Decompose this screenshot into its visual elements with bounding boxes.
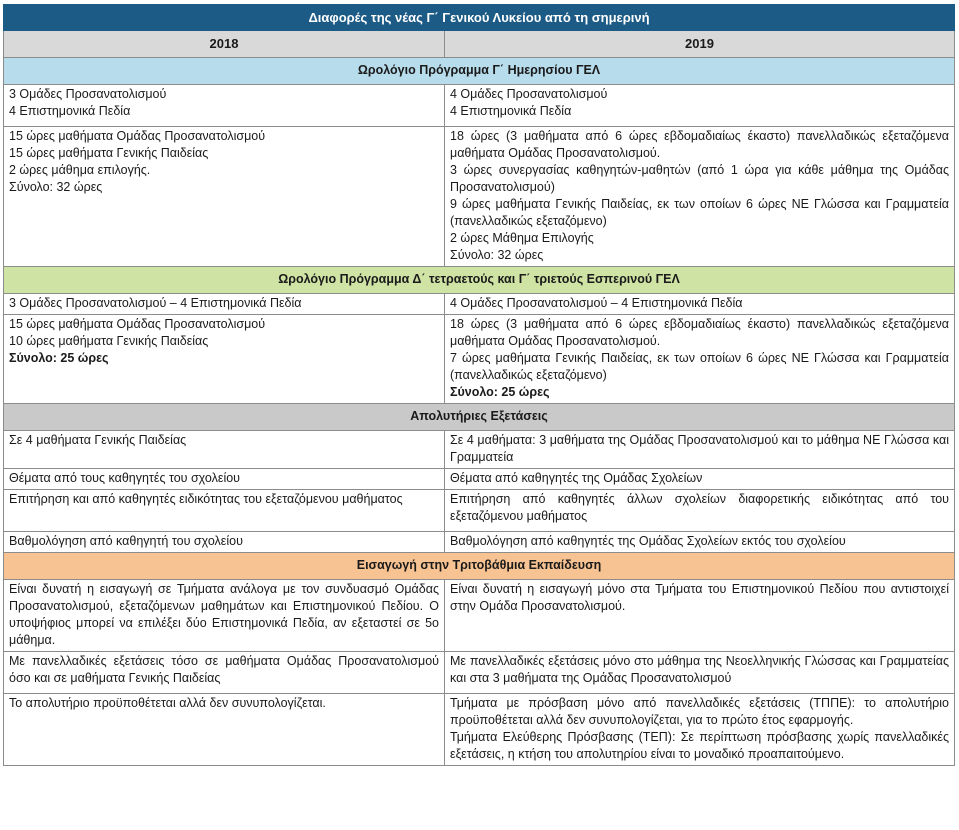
year-2018-header: 2018 — [4, 31, 445, 58]
table-row — [4, 469, 955, 490]
section-title: Ωρολόγιο Πρόγραμμα Γ΄ Ημερησίου ΓΕΛ — [4, 58, 955, 85]
section-title: Εισαγωγή στην Τριτοβάθμια Εκπαίδευση — [4, 553, 955, 580]
cell-line: 3 Ομάδες Προσανατολισμού — [9, 87, 167, 101]
cell-line: Σύνολο: 32 ώρες — [9, 180, 103, 194]
table-row — [4, 490, 955, 532]
cell-2019: Βαθμολόγηση από καθηγητές της Ομάδας Σχολείων εκτός του σχολείου — [445, 532, 955, 553]
comparison-table — [3, 4, 955, 766]
table-row — [4, 85, 955, 127]
cell-2019 — [445, 694, 955, 766]
cell-2018: Το απολυτήριο προϋποθέτεται αλλά δεν συνυπολογίζεται. — [4, 694, 445, 766]
cell-2019: Σε 4 μαθήματα: 3 μαθήματα της Ομάδας Προσανατολισμού και το μάθημα ΝΕ Γλώσσα και Γραμματεία — [445, 431, 955, 469]
cell-2019 — [445, 85, 955, 127]
table-row — [4, 315, 955, 404]
cell-2019: Επιτήρηση από καθηγητές άλλων σχολείων διαφορετικής ειδικότητας από του εξεταζόμενου μαθήματος — [445, 490, 955, 532]
cell-line: 18 ώρες (3 μαθήματα από 6 ώρες εβδομαδιαίως έκαστο) πανελλαδικώς εξεταζόμενα μαθήματα Ομάδας Προσανατολισμού. — [450, 129, 950, 160]
table-row — [4, 127, 955, 267]
cell-line: Σύνολο: 32 ώρες — [450, 248, 544, 262]
cell-line: 10 ώρες μαθήματα Γενικής Παιδείας — [9, 334, 209, 348]
cell-line: 18 ώρες (3 μαθήματα από 6 ώρες εβδομαδιαίως έκαστο) πανελλαδικώς εξεταζόμενα μαθήματα Ομάδας Προσανατολισμού. — [450, 317, 950, 348]
cell-2018: Σε 4 μαθήματα Γενικής Παιδείας — [4, 431, 445, 469]
cell-2018: Είναι δυνατή η εισαγωγή σε Τμήματα ανάλογα με τον συνδυασμό Ομάδας Προσανατολισμού, εξεταζόμενων μαθημάτων και Επιστημονικού Πεδίου. Ο υποψήφιος μπορεί να επιλέξει δύο Επιστημονικά Πεδία, αν εξεταστεί σε 5ο μάθημα. — [4, 580, 445, 652]
cell-2018: Θέματα από τους καθηγητές του σχολείου — [4, 469, 445, 490]
cell-line: Τμήματα Ελεύθερης Πρόσβασης (ΤΕΠ): Σε περίπτωση πρόσβασης χωρίς πανελλαδικές εξετάσεις, η κτήση του απολυτηρίου είναι το μοναδικό προαπαιτούμενο. — [450, 730, 950, 761]
cell-line: Τμήματα με πρόσβαση μόνο από πανελλαδικές εξετάσεις (ΤΠΠΕ): το απολυτήριο προϋποθέτεται αλλά δεν συνυπολογίζεται, για το πρώτο έτος εφαρμογής. — [450, 696, 950, 727]
cell-line: 15 ώρες μαθήματα Γενικής Παιδείας — [9, 146, 209, 160]
section-title: Ωρολόγιο Πρόγραμμα Δ΄ τετραετούς και Γ΄ τριετούς Εσπερινού ΓΕΛ — [4, 267, 955, 294]
cell-line: 4 Επιστημονικά Πεδία — [9, 104, 131, 118]
section-higher-education — [4, 553, 955, 580]
table-row — [4, 652, 955, 694]
cell-2018: 3 Ομάδες Προσανατολισμού – 4 Επιστημονικά Πεδία — [4, 294, 445, 315]
cell-2018 — [4, 85, 445, 127]
cell-line: 7 ώρες μαθήματα Γενικής Παιδείας, εκ των οποίων 6 ώρες ΝΕ Γλώσσα και Γραμματεία (πανελλαδικώς εξεταζόμενο) — [450, 351, 950, 382]
cell-line: 3 ώρες συνεργασίας καθηγητών-μαθητών (από 1 ώρα για κάθε μάθημα της Ομάδας Προσανατολισμού) — [450, 163, 950, 194]
cell-line: 2 ώρες Μάθημα Επιλογής — [450, 231, 594, 245]
cell-2019: Είναι δυνατή η εισαγωγή μόνο στα Τμήματα του Επιστημονικού Πεδίου που αντιστοιχεί στην Ομάδα Προσανατολισμού. — [445, 580, 955, 652]
cell-2018: Με πανελλαδικές εξετάσεις τόσο σε μαθήματα Ομάδας Προσανατολισμού όσο και σε μαθήματα Γενικής Παιδείας — [4, 652, 445, 694]
cell-2018 — [4, 315, 445, 404]
table-row — [4, 694, 955, 766]
table-row — [4, 532, 955, 553]
cell-line: 9 ώρες μαθήματα Γενικής Παιδείας, εκ των οποίων 6 ώρες ΝΕ Γλώσσα και Γραμματεία (πανελλαδικώς εξεταζόμενο) — [450, 197, 950, 228]
cell-line: 4 Ομάδες Προσανατολισμού — [450, 87, 608, 101]
cell-2019 — [445, 315, 955, 404]
cell-2019 — [445, 127, 955, 267]
cell-2018 — [4, 127, 445, 267]
cell-line: 15 ώρες μαθήματα Ομάδας Προσανατολισμού — [9, 129, 266, 143]
cell-2019: Με πανελλαδικές εξετάσεις μόνο στο μάθημα της Νεοελληνικής Γλώσσας και Γραμματείας και στα 3 μαθήματα της Ομάδας Προσανατολισμού — [445, 652, 955, 694]
year-2019-header: 2019 — [445, 31, 955, 58]
year-header-row — [4, 31, 955, 58]
section-title: Απολυτήριες Εξετάσεις — [4, 404, 955, 431]
cell-2019: Θέματα από καθηγητές της Ομάδας Σχολείων — [445, 469, 955, 490]
cell-2018: Βαθμολόγηση από καθηγητή του σχολείου — [4, 532, 445, 553]
table-row — [4, 294, 955, 315]
table-title: Διαφορές της νέας Γ΄ Γενικού Λυκείου από τη σημερινή — [4, 5, 955, 31]
cell-2018: Επιτήρηση και από καθηγητές ειδικότητας του εξεταζόμενου μαθήματος — [4, 490, 445, 532]
cell-line: 4 Επιστημονικά Πεδία — [450, 104, 572, 118]
cell-line: 15 ώρες μαθήματα Ομάδας Προσανατολισμού — [9, 317, 266, 331]
total-hours: Σύνολο: 25 ώρες — [9, 351, 109, 365]
cell-2019: 4 Ομάδες Προσανατολισμού – 4 Επιστημονικά Πεδία — [445, 294, 955, 315]
section-evening-school — [4, 267, 955, 294]
cell-line: 2 ώρες μάθημα επιλογής. — [9, 163, 151, 177]
section-day-school — [4, 58, 955, 85]
total-hours: Σύνολο: 25 ώρες — [450, 385, 550, 399]
section-final-exams — [4, 404, 955, 431]
table-row — [4, 580, 955, 652]
table-title-row — [4, 5, 955, 31]
table-row — [4, 431, 955, 469]
